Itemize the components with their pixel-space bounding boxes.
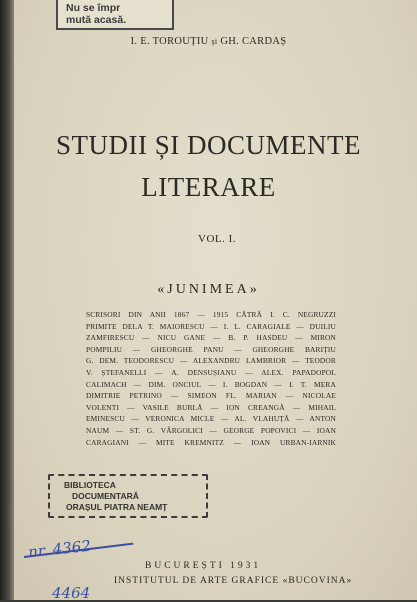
contents-line: CALIMACH — DIM. ONCIUL — I. BOGDAN — I. T. MERA [86,379,336,389]
contents-line: NAUM — ST. G. VÂRGOLICI — GEORGE POPOVICI — IOAN [86,425,336,435]
library-stamp-line3: ORAȘUL PIATRA NEAMȚ [66,502,168,512]
book-gutter [0,0,14,600]
imprint-publisher: INSTITUTUL DE ARTE GRAFICE «BUCOVINA» [114,576,353,586]
contents-line: CARAGIANI — MITE KREMNITZ — IOAN URBAN-IARNIK [86,437,336,447]
library-stamp [48,474,208,518]
contents-line: V. ȘTEFANELLI — A. DENSUȘIANU — ALEX. PAPADOPOL [86,367,336,377]
contents-line: SCRISORI DIN ANII 1867 — 1915 CĂTRĂ I. C. NEGRUZZI [86,310,336,319]
contents-line: PRIMITE DELA T. MAIORESCU — I. L. CARAGIALE — DUILIU [86,321,336,331]
subtitle: «JUNIMEA» [157,282,260,297]
imprint-city-year: BUCUREȘTI 1931 [145,561,262,571]
contents-line: EMINESCU — VERONICA MICLE — AL. VLAHUȚĂ — ANTON [86,414,336,424]
title-line-1: STUDII ȘI DOCUMENTE [56,130,361,160]
library-stamp-line1: BIBLIOTECA [64,480,116,490]
library-stamp-line2: DOCUMENTARĂ [72,491,139,501]
contents-list [86,309,336,448]
loan-stamp [56,0,174,30]
contents-line: POMPILIU — GHEORGHE PANU — GHEORGHE BARIȚIU [86,344,336,354]
loan-stamp-line1: Nu se împr [66,2,121,14]
contents-line: VOLENTI — VASILE BURLĂ — ION CREANGĂ — MIHAIL [86,402,336,412]
contents-line: G. DEM. TEODORESCU — ALEXANDRU LAMBRIOR — TEODOR [86,356,336,366]
author-1: I. E. TOROUȚIU [130,36,209,47]
handwritten-bottom-number: 4464 [52,584,91,602]
loan-stamp-line2: mută acasă. [66,14,127,26]
handwritten-inventory-number: nr. 4362 [27,536,92,562]
title-line-2: LITERARE [141,172,276,202]
author-2: GH. CARDAȘ [220,36,287,47]
authors [0,36,417,47]
contents-line: ZAMFIRESCU — NICU GANE — B. P. HASDEU — MIRON [86,333,336,343]
volume-label: VOL. I. [198,233,237,245]
contents-line: DIMITRIE PETRINO — SIMEON FL. MARIAN — NICOLAE [86,391,336,401]
author-conjunction: și [211,37,218,46]
